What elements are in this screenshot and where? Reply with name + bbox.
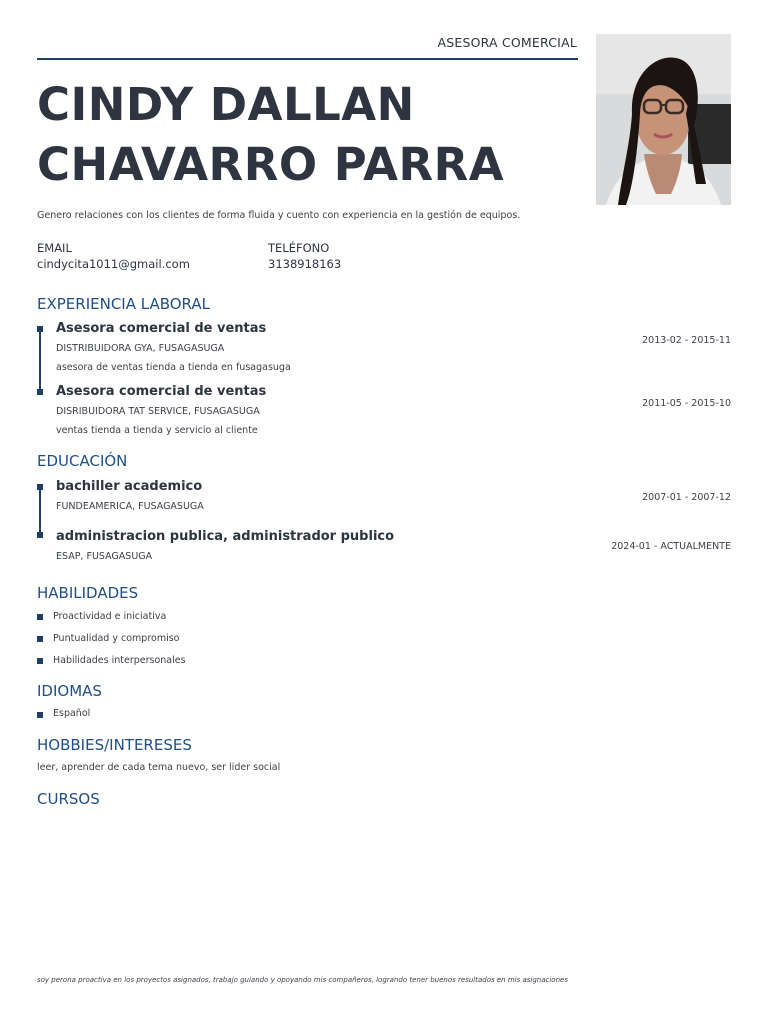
name-first: CINDY DALLAN	[37, 78, 415, 131]
experience-description: asesora de ventas tienda a tienda en fusagasuga	[56, 362, 291, 373]
education-dates: 2007-01 - 2007-12	[642, 492, 731, 503]
experience-role: Asesora comercial de ventas	[56, 384, 267, 399]
timeline-marker	[37, 532, 43, 538]
education-dates: 2024-01 - ACTUALMENTE	[611, 541, 731, 552]
profile-summary: Genero relaciones con los clientes de forma fluida y cuento con experiencia en la gestión de equipos.	[37, 210, 521, 221]
phone-value[interactable]: 3138918163	[268, 257, 342, 271]
email-label: EMAIL	[37, 241, 72, 255]
skills-heading: HABILIDADES	[37, 584, 139, 602]
hobbies-heading: HOBBIES/INTERESES	[37, 736, 192, 754]
timeline-marker	[37, 484, 43, 490]
skill-item: Proactividad e iniciativa	[53, 611, 167, 622]
experience-company: DISTRIBUIDORA GYA, FUSAGASUGA	[56, 343, 225, 354]
hobbies-text: leer, aprender de cada tema nuevo, ser lider social	[37, 762, 281, 773]
courses-heading: CURSOS	[37, 790, 100, 808]
phone-label: TELÉFONO	[268, 241, 330, 255]
education-degree: administracion publica, administrador publico	[56, 529, 395, 544]
job-title: ASESORA COMERCIAL	[437, 35, 577, 50]
bullet-icon	[37, 658, 43, 664]
experience-description: ventas tienda a tienda y servicio al cliente	[56, 425, 258, 436]
name-last: CHAVARRO PARRA	[37, 138, 505, 191]
languages-heading: IDIOMAS	[37, 682, 102, 700]
experience-heading: EXPERIENCIA LABORAL	[37, 295, 210, 313]
experience-role: Asesora comercial de ventas	[56, 321, 267, 336]
education-degree: bachiller academico	[56, 479, 203, 494]
skill-item: Habilidades interpersonales	[53, 655, 186, 666]
footer-note: soy perona proactiva en los proyectos asignados, trabajo guiando y opoyando mis compañeros, logrando tener buenos resultados en mis asignaciones	[37, 976, 568, 984]
education-school: ESAP, FUSAGASUGA	[56, 551, 153, 562]
timeline-marker	[37, 326, 43, 332]
bullet-icon	[37, 614, 43, 620]
profile-photo	[596, 34, 731, 205]
bullet-icon	[37, 712, 43, 718]
education-heading: EDUCACIÓN	[37, 452, 128, 470]
experience-dates: 2011-05 - 2015-10	[642, 398, 731, 409]
skill-item: Puntualidad y compromiso	[53, 633, 180, 644]
education-timeline	[39, 487, 41, 535]
language-item: Español	[53, 708, 91, 719]
experience-company: DISRIBUIDORA TAT SERVICE, FUSAGASUGA	[56, 406, 260, 417]
experience-timeline	[39, 329, 41, 393]
timeline-marker	[37, 389, 43, 395]
education-school: FUNDEAMERICA, FUSAGASUGA	[56, 501, 204, 512]
bullet-icon	[37, 636, 43, 642]
experience-dates: 2013-02 - 2015-11	[642, 335, 731, 346]
title-divider	[37, 58, 578, 60]
email-value[interactable]: cindycita1011@gmail.com	[37, 257, 190, 271]
